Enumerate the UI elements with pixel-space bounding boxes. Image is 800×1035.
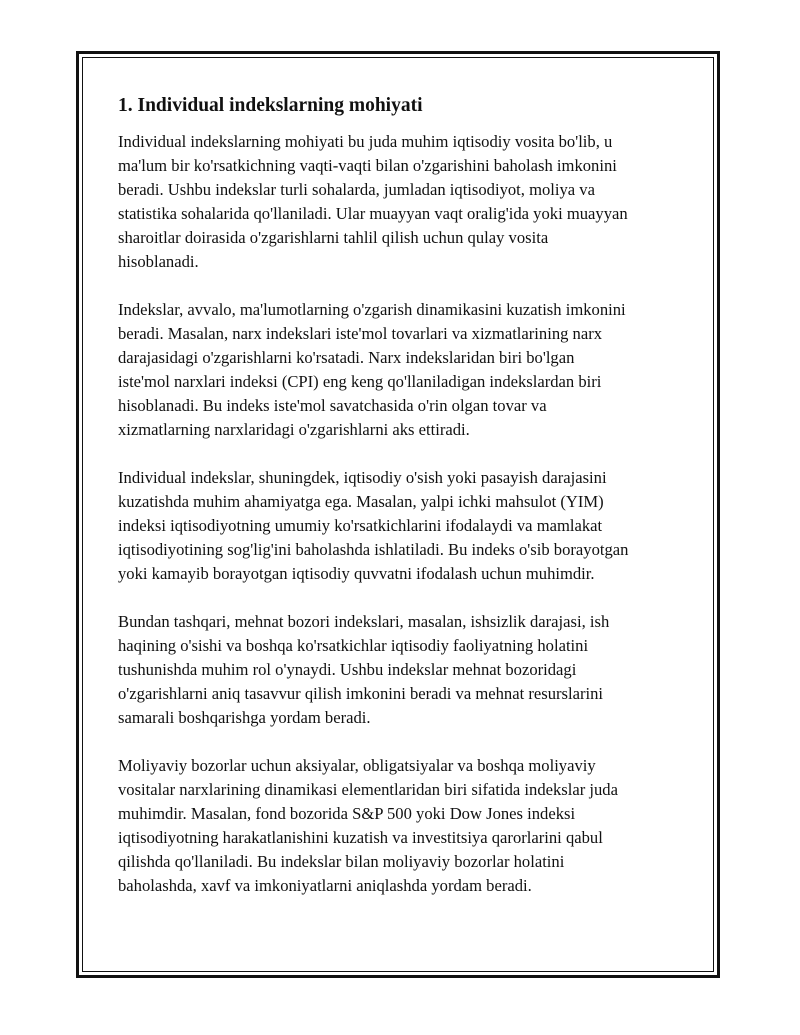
paragraph-line: Bundan tashqari, mehnat bozori indekslari, masalan, ishsizlik darajasi, ish [118,612,610,631]
document-body [118,92,688,922]
paragraph-line: xizmatlarning narxlaridagi o'zgarishlarni aks ettiradi. [118,420,470,439]
paragraph-4 [118,610,688,730]
paragraph-line: iste'mol narxlari indeksi (CPI) eng keng qo'llaniladigan indekslardan biri [118,372,602,391]
paragraph-line: baholashda, xavf va imkoniyatlarni aniqlashda yordam beradi. [118,876,532,895]
paragraph-line: beradi. Ushbu indekslar turli sohalarda, jumladan iqtisodiyot, moliya va [118,180,595,199]
paragraph-line: Individual indekslar, shuningdek, iqtisodiy o'sish yoki pasayish darajasini [118,468,607,487]
paragraph-5 [118,754,688,898]
paragraph-line: indeksi iqtisodiyotning umumiy ko'rsatkichlarini ifodalaydi va mamlakat [118,516,603,535]
paragraph-line: muhimdir. Masalan, fond bozorida S&P 500 yoki Dow Jones indeksi [118,804,576,823]
paragraph-line: sharoitlar doirasida o'zgarishlarni tahlil qilish uchun qulay vosita [118,228,549,247]
paragraph-line: Indekslar, avvalo, ma'lumotlarning o'zgarish dinamikasini kuzatish imkonini [118,300,626,319]
paragraph-line: samarali boshqarishga yordam beradi. [118,708,371,727]
paragraph-1 [118,130,688,274]
paragraph-line: haqining o'sishi va boshqa ko'rsatkichlar iqtisodiy faoliyatning holatini [118,636,589,655]
paragraph-line: statistika sohalarida qo'llaniladi. Ular muayyan vaqt oralig'ida yoki muayyan [118,204,628,223]
paragraph-line: yoki kamayib borayotgan iqtisodiy quvvatni ifodalash uchun muhimdir. [118,564,595,583]
paragraph-line: tushunishda muhim rol o'ynaydi. Ushbu indekslar mehnat bozoridagi [118,660,577,679]
paragraph-line: beradi. Masalan, narx indekslari iste'mol tovarlari va xizmatlarining narx [118,324,603,343]
paragraph-line: kuzatishda muhim ahamiyatga ega. Masalan, yalpi ichki mahsulot (YIM) [118,492,604,511]
paragraph-line: qilishda qo'llaniladi. Bu indekslar bilan moliyaviy bozorlar holatini [118,852,565,871]
paragraph-line: ma'lum bir ko'rsatkichning vaqti-vaqti bilan o'zgarishini baholash imkonini [118,156,617,175]
paragraph-line: o'zgarishlarni aniq tasavvur qilish imkonini beradi va mehnat resurslarini [118,684,604,703]
paragraph-line: vositalar narxlarining dinamikasi elementlaridan biri sifatida indekslar juda [118,780,618,799]
section-heading: 1. Individual indekslarning mohiyati [118,95,423,116]
paragraph-line: iqtisodiyotining sog'lig'ini baholashda ishlatiladi. Bu indeks o'sib borayotgan [118,540,629,559]
paragraph-line: darajasidagi o'zgarishlarni ko'rsatadi. Narx indekslaridan biri bo'lgan [118,348,575,367]
paragraph-line: iqtisodiyotning harakatlanishini kuzatish va investitsiya qarorlarini qabul [118,828,603,847]
paragraph-line: Moliyaviy bozorlar uchun aksiyalar, obligatsiyalar va boshqa moliyaviy [118,756,596,775]
paragraph-line: hisoblanadi. Bu indeks iste'mol savatchasida o'rin olgan tovar va [118,396,547,415]
paragraph-line: Individual indekslarning mohiyati bu juda muhim iqtisodiy vosita bo'lib, u [118,132,613,151]
paragraph-2 [118,298,688,442]
paragraph-line: hisoblanadi. [118,252,199,271]
paragraph-3 [118,466,688,586]
